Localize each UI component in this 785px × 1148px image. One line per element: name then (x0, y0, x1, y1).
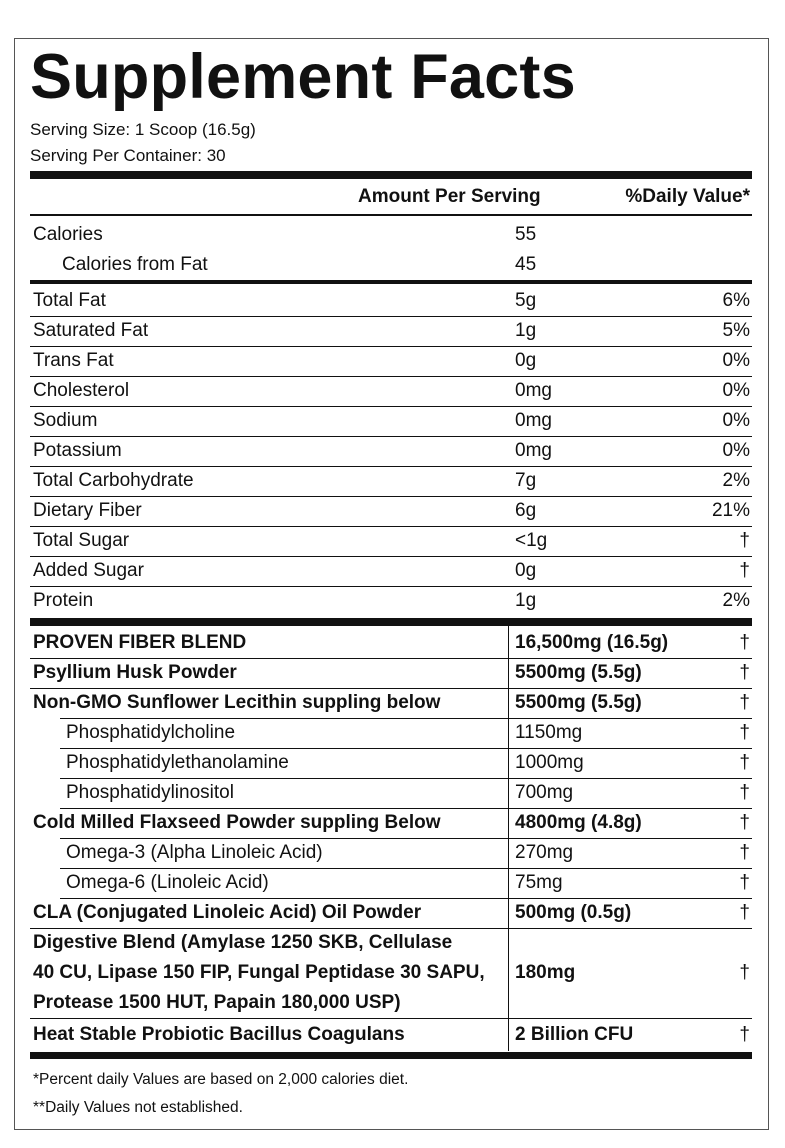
blend-ingredient-amount: 500mg (0.5g) (515, 902, 632, 923)
blend-ingredient-amount: 1000mg (515, 752, 584, 773)
nutrient-name: Total Fat (33, 290, 106, 311)
nutrient-daily-value: 2% (722, 590, 750, 611)
blend-ingredient-name: Phosphatidylinositol (66, 782, 234, 803)
blend-row (30, 718, 752, 748)
probiotic-amount: 2 Billion CFU (515, 1024, 634, 1045)
blend-ingredient-dv: † (739, 782, 750, 803)
page-title: Supplement Facts (30, 42, 576, 112)
blend-ingredient-amount: 700mg (515, 782, 574, 803)
nutrient-amount: 7g (515, 470, 537, 491)
blend-ingredient-dv: † (739, 632, 750, 653)
blend-row (30, 688, 752, 718)
nutrient-amount: 5g (515, 290, 537, 311)
nutrient-row (30, 586, 752, 616)
blend-row (30, 778, 752, 808)
servings-per-container: Serving Per Container: 30 (30, 146, 226, 165)
blend-divider (30, 618, 752, 626)
blend-ingredient-dv: † (739, 812, 750, 833)
calories-from-fat-row (30, 250, 752, 280)
nutrient-amount: 0g (515, 350, 537, 371)
blend-ingredient-amount: 1150mg (515, 722, 583, 743)
calories-divider (30, 280, 752, 284)
thick-divider (30, 171, 752, 179)
footnote-daily-values: *Percent daily Values are based on 2,000 calories diet. (33, 1071, 409, 1088)
blend-ingredient-name: Phosphatidylcholine (66, 722, 236, 743)
nutrient-name: Protein (33, 590, 94, 611)
nutrient-amount: 0mg (515, 380, 552, 401)
blend-ingredient-name: Omega-6 (Linoleic Acid) (66, 872, 269, 893)
digestive-blend-line-3: Protease 1500 HUT, Papain 180,000 USP) (33, 992, 401, 1013)
blend-ingredient-dv: † (739, 842, 750, 863)
footnote-not-established: **Daily Values not established. (33, 1099, 243, 1116)
nutrient-name: Total Carbohydrate (33, 470, 194, 491)
blend-ingredient-name: PROVEN FIBER BLEND (33, 632, 247, 653)
blend-row (30, 808, 752, 838)
blend-ingredient-amount: 5500mg (5.5g) (515, 662, 642, 683)
probiotic-row (30, 1020, 752, 1050)
nutrient-row (30, 376, 752, 406)
digestive-blend-line-2: 40 CU, Lipase 150 FIP, Fungal Peptidase 30 SAPU, (33, 962, 485, 983)
digestive-blend-line-1: Digestive Blend (Amylase 1250 SKB, Cellulase (33, 932, 453, 953)
nutrient-daily-value: † (739, 530, 750, 551)
nutrient-daily-value: 2% (722, 470, 750, 491)
nutrient-name: Total Sugar (33, 530, 130, 551)
nutrient-row (30, 526, 752, 556)
nutrient-amount: 1g (515, 320, 537, 341)
blend-ingredient-amount: 270mg (515, 842, 574, 863)
blend-ingredient-dv: † (739, 692, 750, 713)
blend-ingredient-name: Phosphatidylethanolamine (66, 752, 289, 773)
probiotic-name: Heat Stable Probiotic Bacillus Coagulans (33, 1024, 405, 1045)
nutrient-name: Added Sugar (33, 560, 144, 581)
nutrient-name: Dietary Fiber (33, 500, 142, 521)
nutrient-daily-value: 0% (722, 380, 750, 401)
nutrient-name: Cholesterol (33, 380, 130, 401)
nutrient-row (30, 496, 752, 526)
nutrient-amount: <1g (515, 530, 548, 551)
blend-ingredient-amount: 75mg (515, 872, 563, 893)
column-header-row (30, 182, 752, 212)
nutrient-row (30, 316, 752, 346)
blend-row (30, 838, 752, 868)
blend-ingredient-dv: † (739, 902, 750, 923)
nutrient-row (30, 466, 752, 496)
blend-ingredient-dv: † (739, 752, 750, 773)
nutrient-daily-value: 0% (722, 350, 750, 371)
nutrient-amount: 0mg (515, 440, 552, 461)
nutrient-row (30, 346, 752, 376)
blend-ingredient-amount: 16,500mg (16.5g) (515, 632, 669, 653)
blend-ingredient-dv: † (739, 722, 750, 743)
calories-from-fat-label: Calories from Fat (62, 254, 208, 275)
nutrient-name: Trans Fat (33, 350, 114, 371)
amount-per-serving-header: Amount Per Serving (358, 186, 541, 207)
nutrient-daily-value: 5% (722, 320, 750, 341)
nutrient-amount: 6g (515, 500, 537, 521)
digestive-blend-amount: 180mg (515, 962, 576, 983)
probiotic-dv: † (739, 1024, 750, 1045)
blend-ingredient-amount: 5500mg (5.5g) (515, 692, 642, 713)
nutrient-name: Potassium (33, 440, 122, 461)
digestive-blend-dv: † (739, 962, 750, 983)
blend-row (30, 898, 752, 928)
calories-amount: 55 (515, 224, 537, 245)
nutrient-amount: 0mg (515, 410, 552, 431)
nutrient-daily-value: 0% (722, 410, 750, 431)
blend-row (30, 628, 752, 658)
nutrient-row (30, 406, 752, 436)
serving-size: Serving Size: 1 Scoop (16.5g) (30, 120, 256, 139)
blend-row (30, 748, 752, 778)
nutrient-daily-value: 21% (711, 500, 750, 521)
calories-row (30, 220, 752, 250)
blend-ingredient-dv: † (739, 872, 750, 893)
nutrient-row (30, 556, 752, 586)
blend-ingredient-name: Omega-3 (Alpha Linoleic Acid) (66, 842, 323, 863)
nutrient-daily-value: 0% (722, 440, 750, 461)
blend-row (30, 868, 752, 898)
blend-ingredient-name: Psyllium Husk Powder (33, 662, 237, 683)
calories-from-fat-amount: 45 (515, 254, 537, 275)
blend-ingredient-name: Cold Milled Flaxseed Powder suppling Below (33, 812, 441, 833)
digestive-divider (30, 1018, 752, 1019)
blend-row (30, 658, 752, 688)
nutrient-amount: 1g (515, 590, 537, 611)
digestive-blend-row (30, 928, 752, 1018)
calories-label: Calories (33, 224, 103, 245)
nutrient-row (30, 286, 752, 316)
nutrient-name: Sodium (33, 410, 98, 431)
bottom-thick-divider (30, 1052, 752, 1059)
blend-ingredient-dv: † (739, 662, 750, 683)
blend-ingredient-amount: 4800mg (4.8g) (515, 812, 642, 833)
header-divider (30, 214, 752, 216)
nutrient-name: Saturated Fat (33, 320, 149, 341)
blend-amount-column-rule (508, 623, 509, 1051)
daily-value-header: %Daily Value* (625, 186, 750, 207)
nutrient-row (30, 436, 752, 466)
blend-ingredient-name: CLA (Conjugated Linoleic Acid) Oil Powder (33, 902, 422, 923)
nutrient-daily-value: 6% (722, 290, 750, 311)
nutrient-amount: 0g (515, 560, 537, 581)
blend-ingredient-name: Non-GMO Sunflower Lecithin suppling below (33, 692, 441, 713)
nutrient-daily-value: † (739, 560, 750, 581)
